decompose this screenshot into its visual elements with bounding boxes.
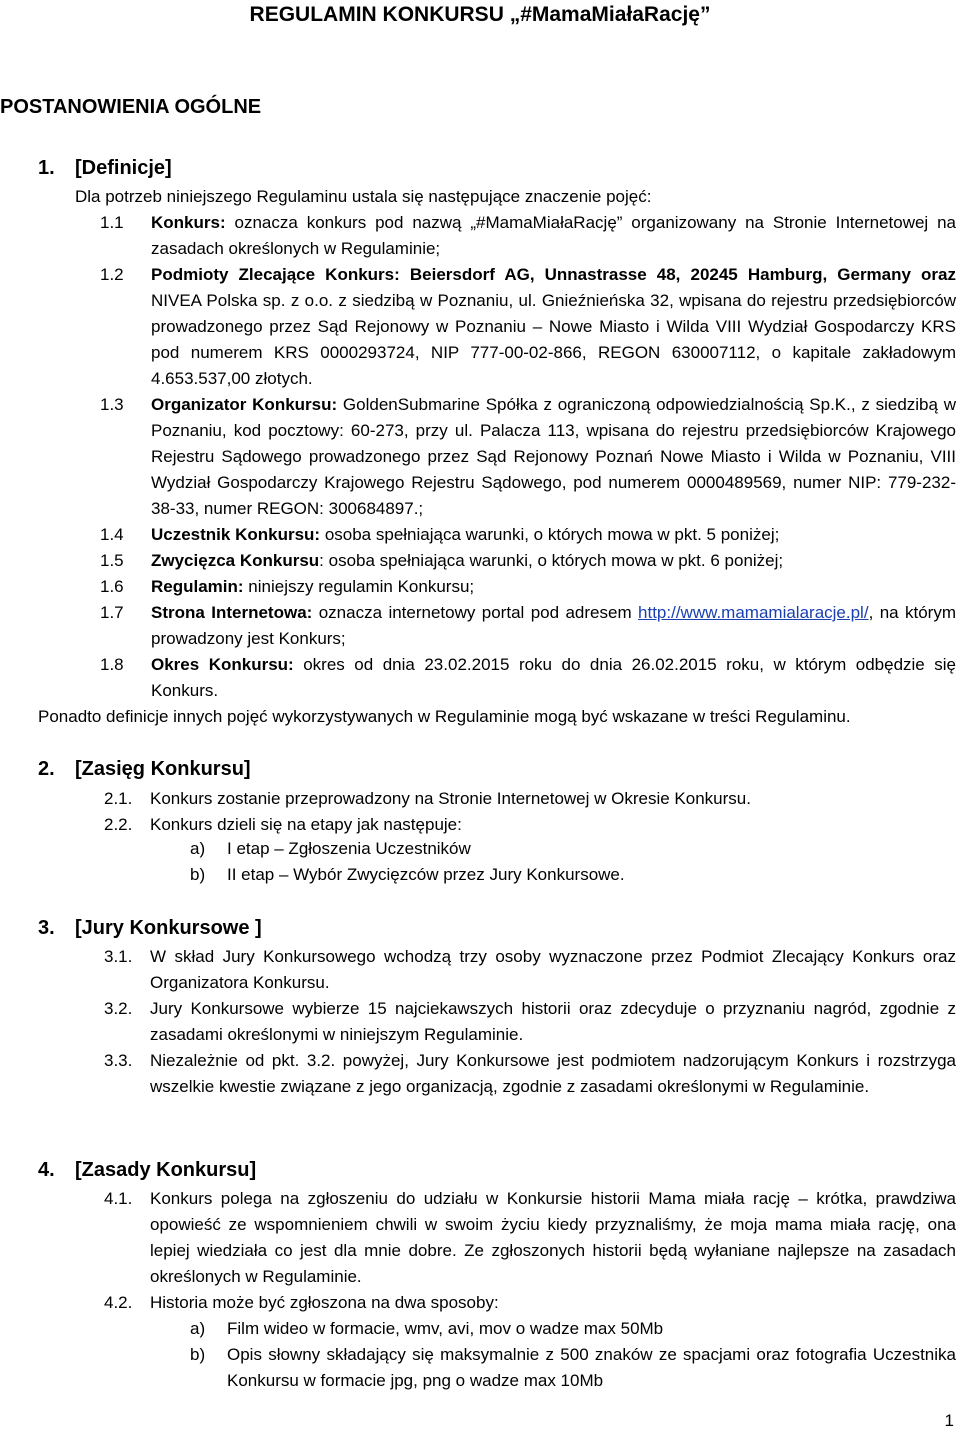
option-text: Film wideo w formacie, wmv, avi, mov o wadze max 50Mb [227, 1319, 664, 1338]
definition-text: NIVEA Polska sp. z o.o. z siedzibą w Poznaniu, ul. Gnieźnieńska 32, wpisana do rejestru przedsiębiorców prowadzonego przez Sąd Rejonowy w Poznaniu – Nowe Miasto i Wilda VIII Wydział Gospodarczy KRS pod numerem KRS 0000293724, NIP 777-00-02-866, REGON 630007112, o kapitale zakładowym 4.653.537,00 złotych. [151, 291, 956, 388]
clause-number: 4.1. [104, 1189, 133, 1208]
definition-1-7 [100, 600, 956, 652]
definition-term: Zwycięzca Konkursu [151, 551, 320, 570]
website-link[interactable]: http://www.mamamialaracje.pl/ [638, 603, 869, 622]
section-3-number: 3. [38, 917, 55, 939]
clause-3-2 [104, 996, 956, 1048]
definition-term: Okres Konkursu: [151, 655, 294, 674]
section-4-heading [38, 1156, 256, 1184]
clause-2-2 [104, 812, 956, 838]
option-text: Opis słowny składający się maksymalnie z 500 znaków ze spacjami oraz fotografia Uczestnika Konkursu w formacie jpg, png o wadze max 10Mb [227, 1345, 956, 1390]
section-2-title: [Zasięg Konkursu] [75, 758, 251, 780]
clause-3-1 [104, 944, 956, 996]
clause-2-1 [104, 786, 956, 812]
stage-a [190, 836, 956, 862]
definition-term: Podmioty Zlecające Konkurs: Beiersdorf AG, Unnastrasse 48, 20245 Hamburg, Germany oraz [151, 265, 956, 284]
definition-1-4 [100, 522, 956, 548]
definition-term: Strona Internetowa: [151, 603, 313, 622]
section-2-number: 2. [38, 758, 55, 780]
definition-text: osoba spełniająca warunki, o których mowa w pkt. 5 poniżej; [320, 525, 780, 544]
option-text: I etap – Zgłoszenia Uczestników [227, 839, 471, 858]
definition-text: niniejszy regulamin Konkursu; [243, 577, 475, 596]
stage-b [190, 862, 956, 888]
clause-number: 3.3. [104, 1051, 133, 1070]
section-2-heading [38, 755, 251, 783]
section-4-title: [Zasady Konkursu] [75, 1159, 257, 1181]
option-letter: a) [190, 839, 206, 858]
section-1-intro: Dla potrzeb niniejszego Regulaminu ustala się następujące znaczenie pojęć: [75, 187, 652, 206]
definition-term: Regulamin: [151, 577, 244, 596]
definition-text: GoldenSubmarine Spółka z ograniczoną odpowiedzialnością Sp.K., z siedzibą w Poznaniu, kod pocztowy: 60-273, przy ul. Palacza 113, wpisana do rejestru przedsiębiorców Krajowego Rejestru Sądowego prowadzonego przez Sąd Rejonowy Poznań Nowe Miasto i Wilda w Poznaniu, VIII Wydział Gospodarczy Krajowego Rejestru Sądowego, pod numerem 0000489569, numer NIP: 779-232-38-33, numer REGON: 300684897.; [151, 395, 956, 518]
clause-number: 2.1. [104, 789, 133, 808]
definition-text-after: , na którym prowadzony jest Konkurs; [151, 603, 957, 648]
clause-4-2 [104, 1290, 956, 1316]
definition-term: Uczestnik Konkursu: [151, 525, 321, 544]
clause-number: 3.2. [104, 999, 133, 1018]
option-letter: b) [190, 1345, 206, 1364]
section-3-heading [38, 914, 262, 942]
definition-term: Konkurs: [151, 213, 226, 232]
clause-number: 4.2. [104, 1293, 133, 1312]
section-1-heading [38, 154, 172, 182]
section-1-outro: Ponadto definicje innych pojęć wykorzystywanych w Regulaminie mogą być wskazane w treści Regulaminu. [38, 707, 851, 726]
section-1-title: [Definicje] [75, 157, 172, 179]
clause-text: W skład Jury Konkursowego wchodzą trzy osoby wyznaczone przez Podmiot Zlecający Konkurs oraz Organizatora Konkursu. [150, 947, 956, 992]
clause-text: Konkurs polega na zgłoszeniu do udziału w Konkursie historii Mama miała rację – krótka, prawdziwa opowieść ze wspomnieniem chwili w swoim życiu kiedy przyznaliśmy, że moja mama miała rację, ona lepiej wiedziała co jest dla mnie dobre. Ze zgłoszonych historii będą wyłaniane najlepsze na zasadach określonych w Regulaminie. [150, 1189, 956, 1286]
definition-1-8 [100, 652, 956, 704]
definition-number: 1.7 [100, 603, 124, 622]
option-text: II etap – Wybór Zwycięzców przez Jury Konkursowe. [227, 865, 625, 884]
section-4-number: 4. [38, 1159, 55, 1181]
section-1-number: 1. [38, 157, 55, 179]
definition-term: Organizator Konkursu: [151, 395, 338, 414]
clause-4-1 [104, 1186, 956, 1290]
definition-1-1 [100, 210, 956, 262]
definition-number: 1.3 [100, 395, 124, 414]
definition-number: 1.1 [100, 213, 124, 232]
section-3-title: [Jury Konkursowe ] [75, 917, 262, 939]
document-title: REGULAMIN KONKURSU „#MamaMiałaRację” [249, 3, 711, 26]
clause-text: Historia może być zgłoszona na dwa sposoby: [150, 1293, 499, 1312]
page-number: 1 [944, 1411, 954, 1430]
option-letter: a) [190, 1319, 206, 1338]
definition-text: oznacza internetowy portal pod adresem [312, 603, 639, 622]
option-letter: b) [190, 865, 206, 884]
definition-text: oznacza konkurs pod nazwą „#MamaMiałaRację” organizowany na Stronie Internetowej na zasadach określonych w Regulaminie; [151, 213, 956, 258]
clause-text: Konkurs zostanie przeprowadzony na Stronie Internetowej w Okresie Konkursu. [150, 789, 751, 808]
method-a [190, 1316, 956, 1342]
clause-text: Konkurs dzieli się na etapy jak następuje: [150, 815, 462, 834]
general-provisions-heading: POSTANOWIENIA OGÓLNE [0, 96, 262, 118]
clause-number: 2.2. [104, 815, 133, 834]
definition-1-3 [100, 392, 956, 522]
definition-1-6 [100, 574, 956, 600]
definition-text: okres od dnia 23.02.2015 roku do dnia 26.02.2015 roku, w którym odbędzie się Konkurs. [151, 655, 956, 700]
definition-number: 1.5 [100, 551, 124, 570]
definition-number: 1.8 [100, 655, 124, 674]
definition-text: : osoba spełniająca warunki, o których mowa w pkt. 6 poniżej; [319, 551, 784, 570]
definition-number: 1.2 [100, 265, 124, 284]
definition-1-5 [100, 548, 956, 574]
definition-1-2 [100, 262, 956, 392]
method-b [190, 1342, 956, 1394]
clause-text: Jury Konkursowe wybierze 15 najciekawszych historii oraz zdecyduje o przyznaniu nagród, zgodnie z zasadami określonymi w niniejszym Regulaminie. [150, 999, 956, 1044]
clause-3-3 [104, 1048, 956, 1100]
definition-number: 1.4 [100, 525, 124, 544]
clause-number: 3.1. [104, 947, 133, 966]
definition-number: 1.6 [100, 577, 124, 596]
clause-text: Niezależnie od pkt. 3.2. powyżej, Jury Konkursowe jest podmiotem nadzorującym Konkurs i rozstrzyga wszelkie kwestie związane z jego organizacją, zgodnie z zasadami określonymi w Regulaminie. [150, 1051, 956, 1096]
